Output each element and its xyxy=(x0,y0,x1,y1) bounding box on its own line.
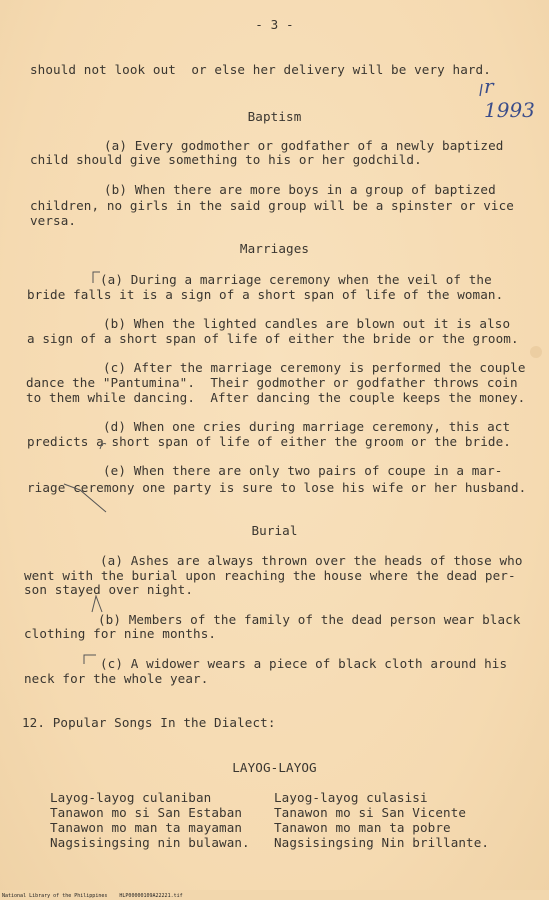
burial-a-line-3: son stayed over night. xyxy=(24,582,194,597)
marriages-heading: Marriages xyxy=(239,241,310,256)
marriages-b-line-1: (b) When the lighted candles are blown out it is also xyxy=(103,316,511,331)
burial-c-line-2: neck for the whole year. xyxy=(24,671,209,686)
song-left-line-3: Tanawon mo man ta mayaman xyxy=(50,820,243,835)
marriages-e-line-1: (e) When there are only two pairs of coupe in a mar- xyxy=(103,463,503,478)
page-number: - 3 - xyxy=(255,17,294,32)
intro-line: should not look out or else her delivery will be very hard. xyxy=(30,62,491,77)
baptism-b-line-2: children, no girls in the said group will be a spinster or vice xyxy=(30,198,514,213)
song-right-line-2: Tanawon mo si San Vicente xyxy=(274,805,467,820)
burial-heading: Burial xyxy=(251,523,298,538)
song-left-line-2: Tanawon mo si San Estaban xyxy=(50,805,243,820)
marriages-c-line-2: dance the "Pantumina". Their godmother or godfather throws coin xyxy=(26,375,518,390)
baptism-a-line-1: (a) Every godmother or godfather of a newly baptized xyxy=(104,138,504,153)
song-left-line-4: Nagsisingsing nin bulawan. xyxy=(50,835,250,850)
marriages-d-line-2: predicts a short span of life of either the groom or the bride. xyxy=(27,434,511,449)
song-right-line-4: Nagsisingsing Nin brillante. xyxy=(274,835,490,850)
song-title: LAYOG-LAYOG xyxy=(232,760,317,775)
marriages-c-line-3: to them while dancing. After dancing the couple keeps the money. xyxy=(26,390,526,405)
songs-heading: 12. Popular Songs In the Dialect: xyxy=(22,715,276,730)
baptism-heading: Baptism xyxy=(247,109,302,124)
burial-a-line-2: went with the burial upon reaching the house where the dead per- xyxy=(24,568,516,583)
baptism-a-line-2: child should give something to his or her godchild. xyxy=(30,152,422,167)
marriages-a-line-2: bride falls it is a sign of a short span of life of the woman. xyxy=(27,287,504,302)
footer-caption: National Library of the Philippines HLP00000109A22221.tif xyxy=(2,893,183,899)
burial-b-line-1: (b) Members of the family of the dead person wear black xyxy=(98,612,521,627)
marriages-b-line-2: a sign of a short span of life of either the bride or the groom. xyxy=(27,331,519,346)
burial-a-line-1: (a) Ashes are always thrown over the heads of those who xyxy=(100,553,523,568)
marriages-d-line-1: (d) When one cries during marriage ceremony, this act xyxy=(103,419,511,434)
burial-c-line-1: (c) A widower wears a piece of black cloth around his xyxy=(100,656,508,671)
song-right-line-3: Tanawon mo man ta pobre xyxy=(274,820,451,835)
burial-b-line-2: clothing for nine months. xyxy=(24,626,217,641)
baptism-b-line-1: (b) When there are more boys in a group of baptized xyxy=(104,182,496,197)
baptism-b-line-3: versa. xyxy=(30,213,77,228)
marriages-a-line-1: (a) During a marriage ceremony when the veil of the xyxy=(100,272,492,287)
song-right-line-1: Layog-layog culasisi xyxy=(274,790,428,805)
marriages-e-line-2: riage ceremony one party is sure to lose his wife or her husband. xyxy=(27,480,527,495)
handwritten-note: r 1993 xyxy=(484,74,535,122)
marriages-c-line-1: (c) After the marriage ceremony is performed the couple xyxy=(103,360,526,375)
song-left-line-1: Layog-layog culaniban xyxy=(50,790,212,805)
